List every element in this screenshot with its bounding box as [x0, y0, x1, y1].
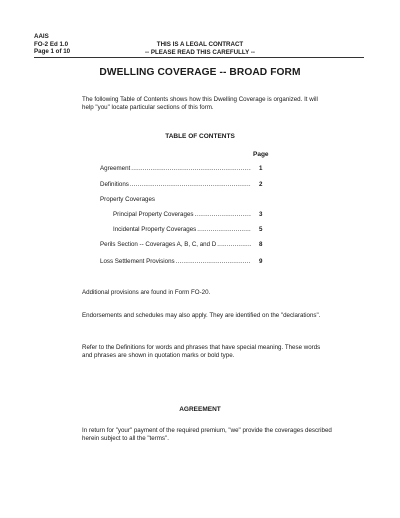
toc-entry-page: 9	[259, 258, 263, 265]
definitions-reference-paragraph: Refer to the Definitions for words and phrases that have special meaning. These words and phrases are shown in quotation marks or bold type.	[82, 344, 321, 359]
toc-entry-label: Principal Property Coverages	[113, 211, 194, 218]
agreement-heading: AGREEMENT	[179, 406, 221, 413]
legal-notice-line1: THIS IS A LEGAL CONTRACT	[156, 41, 244, 48]
toc-leader-dots	[130, 181, 251, 189]
additional-provisions-paragraph: Additional provisions are found in Form FO-20.	[82, 289, 211, 296]
toc-leader-dots	[131, 165, 251, 173]
toc-entry-label: Perils Section -- Coverages A, B, C, and D	[100, 241, 217, 248]
page-info: Page 1 of 10	[34, 48, 71, 56]
toc-entry-page: 3	[259, 211, 263, 218]
toc-leader-dots	[176, 258, 251, 266]
toc-entry-label: Loss Settlement Provisions	[100, 258, 175, 265]
org-name: AAIS	[34, 33, 49, 40]
toc-entry-property-coverages: Property Coverages	[100, 196, 156, 203]
document-title: DWELLING COVERAGE -- BROAD FORM	[99, 67, 301, 78]
toc-entry-perils-section	[100, 241, 252, 249]
toc-leader-dots	[197, 226, 251, 234]
toc-page-column-heading: Page	[253, 151, 269, 158]
endorsements-paragraph: Endorsements and schedules may also apply. They are identified on the "declarations".	[82, 312, 321, 319]
toc-entry-page: 1	[259, 165, 263, 172]
legal-notice	[0, 41, 400, 56]
header-divider	[34, 57, 364, 58]
toc-entry-label: Agreement	[100, 165, 131, 172]
toc-entry-loss-settlement	[100, 258, 252, 266]
toc-leader-dots	[194, 211, 251, 219]
toc-entry-definitions	[100, 181, 252, 189]
toc-entry-incidental-property-coverages	[113, 226, 252, 234]
legal-notice-line2: -- PLEASE READ THIS CAREFULLY --	[144, 48, 255, 56]
toc-entry-label: Incidental Property Coverages	[113, 226, 197, 233]
toc-entry-page: 5	[259, 226, 263, 233]
toc-entry-principal-property-coverages	[113, 211, 252, 219]
toc-entry-agreement	[100, 165, 252, 173]
agreement-paragraph: In return for "your" payment of the required premium, "we" provide the coverages described herein subject to all the "terms".	[82, 427, 332, 442]
toc-entry-label: Definitions	[100, 181, 129, 188]
toc-entry-page: 8	[259, 241, 263, 248]
form-edition: FO-2 Ed 1.0	[34, 40, 69, 48]
intro-paragraph: The following Table of Contents shows how this Dwelling Coverage is organized. It will help "you" locate particular sections of this form.	[82, 96, 318, 111]
toc-heading: TABLE OF CONTENTS	[165, 133, 235, 140]
toc-leader-dots	[217, 241, 251, 249]
toc-entry-page: 2	[259, 181, 263, 188]
